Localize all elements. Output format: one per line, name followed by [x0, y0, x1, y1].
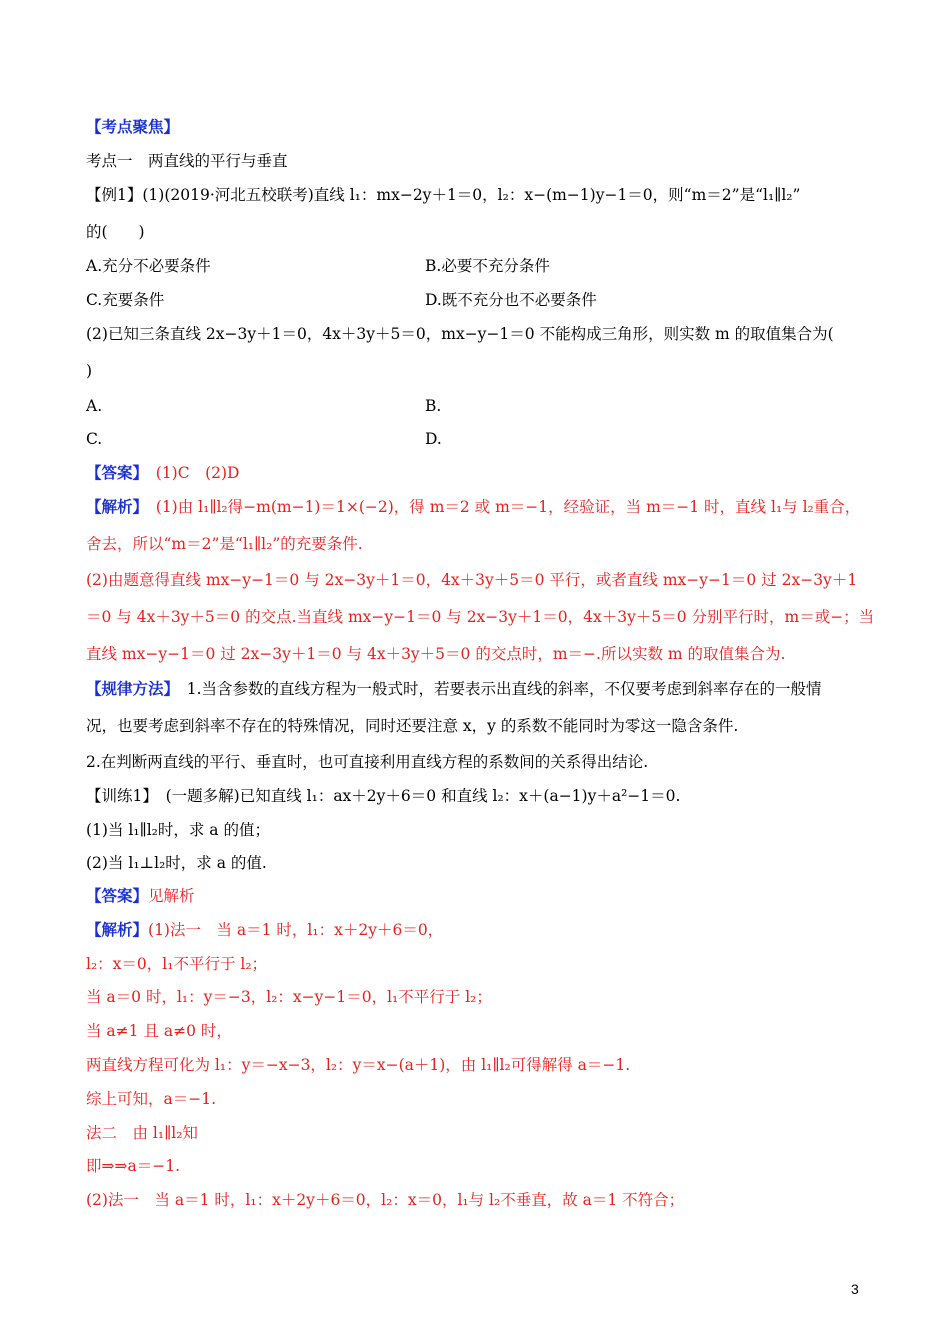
analysis2-tag: 【解析】	[86, 920, 149, 939]
section-header: 【考点聚焦】	[86, 117, 180, 136]
option-b: B.必要不充分条件	[425, 257, 550, 275]
method-line3: 2.在判断两直线的平行、垂直时，也可直接利用直线方程的系数间的关系得出结论.	[86, 753, 649, 771]
analysis1-text1: (1)由 l₁∥l₂得−m(m−1)＝1×(−2)，得 m＝2 或 m＝−1，经验证，当 m＝−1 时，直线 l₁与 l₂重合，	[140, 498, 861, 516]
analysis2-line7: 法二 由 l₁∥l₂知	[86, 1124, 198, 1142]
method-line2: 况，也要考虑到斜率不存在的特殊情况，同时还要注意 x，y 的系数不能同时为零这一隐含条件.	[86, 717, 739, 735]
q2-option-c: C.	[86, 430, 103, 448]
example1-line2: 的( )	[86, 223, 145, 241]
option-a: A.充分不必要条件	[86, 257, 211, 275]
training1-line1	[86, 786, 680, 806]
answer2-tag: 【答案】	[86, 886, 149, 905]
page-number: 3	[851, 1281, 859, 1297]
topic-title: 考点一 两直线的平行与垂直	[86, 152, 288, 170]
analysis2-line5: 两直线方程可化为 l₁：y＝−x−3，l₂：y＝x−(a＋1)，由 l₁∥l₂可得解得 a＝−1.	[86, 1056, 631, 1074]
analysis1-line5: 直线 mx−y−1＝0 过 2x−3y＋1＝0 与 4x＋3y＋5＝0 的交点时，m＝−.所以实数 m 的取值集合为.	[86, 645, 786, 663]
q2-option-b: B.	[425, 397, 442, 415]
analysis1-line1	[86, 497, 860, 517]
answer2-text: 见解析	[148, 887, 195, 905]
analysis2-line1	[86, 920, 443, 940]
analysis1-tag: 【解析】	[86, 497, 141, 516]
analysis1-line4: ＝0 与 4x＋3y＋5＝0 的交点.当直线 mx−y−1＝0 与 2x−3y＋1＝0，4x＋3y＋5＝0 分别平行时，m＝或−；当	[86, 608, 875, 626]
method-line1	[86, 679, 822, 699]
q2-option-d: D.	[425, 430, 442, 448]
analysis1-line3: (2)由题意得直线 mx−y−1＝0 与 2x−3y＋1＝0，4x＋3y＋5＝0 平行，或者直线 mx−y−1＝0 过 2x−3y＋1	[86, 571, 858, 589]
analysis2-line9: (2)法一 当 a＝1 时，l₁：x＋2y＋6＝0，l₂：x＝0，l₁与 l₂不垂直，故 a＝1 不符合；	[86, 1191, 685, 1209]
example1-tag: 【例1】	[86, 186, 143, 204]
example1-line1	[86, 185, 800, 205]
answer1-tag: 【答案】	[86, 463, 141, 482]
analysis1-line2: 舍去，所以“m＝2”是“l₁∥l₂”的充要条件.	[86, 535, 363, 553]
training1-tag: 【训练1】	[86, 787, 151, 805]
example1-text1: (1)(2019·河北五校联考)直线 l₁：mx−2y＋1＝0，l₂：x−(m−1)y−1＝0，则“m＝2”是“l₁∥l₂”	[142, 186, 801, 204]
option-d: D.既不充分也不必要条件	[425, 291, 597, 309]
question2-line1: (2)已知三条直线 2x−3y＋1＝0，4x＋3y＋5＝0，mx−y−1＝0 不能构成三角形，则实数 m 的取值集合为(	[86, 325, 834, 343]
option-c: C.充要条件	[86, 291, 165, 309]
answer2	[86, 886, 195, 906]
analysis2-line8: 即⇒⇒a＝−1.	[86, 1157, 180, 1175]
q2-option-a: A.	[86, 397, 103, 415]
analysis2-line2: l₂：x＝0，l₁不平行于 l₂；	[86, 955, 268, 973]
answer1-text: (1)C (2)D	[140, 464, 240, 482]
analysis2-text1: (1)法一 当 a＝1 时，l₁：x＋2y＋6＝0，	[148, 921, 444, 939]
method-text1: 1.当含参数的直线方程为一般式时，若要表示出直线的斜率，不仅要考虑到斜率存在的一般情	[171, 680, 822, 698]
training1-q1: (1)当 l₁∥l₂时，求 a 的值；	[86, 821, 270, 839]
question2-line2: )	[86, 362, 93, 380]
method-tag: 【规律方法】	[86, 679, 172, 698]
analysis2-line3: 当 a＝0 时，l₁：y＝−3，l₂：x−y−1＝0，l₁不平行于 l₂；	[86, 988, 492, 1006]
analysis2-line6: 综上可知，a＝−1.	[86, 1090, 217, 1108]
analysis2-line4: 当 a≠1 且 a≠0 时，	[86, 1022, 232, 1040]
training1-text: (一题多解)已知直线 l₁：ax＋2y＋6＝0 和直线 l₂：x＋(a−1)y＋a²−1＝0.	[150, 787, 681, 805]
answer1	[86, 463, 239, 483]
training1-q2: (2)当 l₁⊥l₂时，求 a 的值.	[86, 854, 267, 872]
